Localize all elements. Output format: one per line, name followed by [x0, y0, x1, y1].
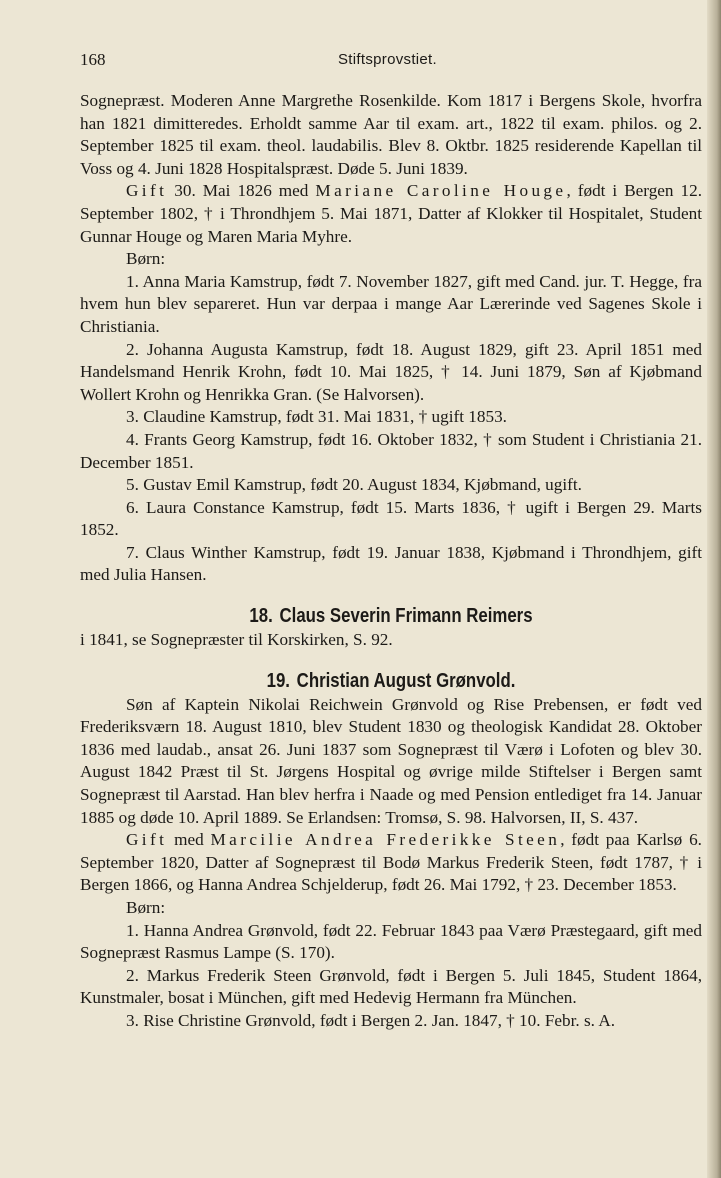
paragraph-spaced: Mariane Caroline Houge — [315, 181, 567, 201]
paragraph — [80, 248, 702, 271]
paragraph-text: Børn: — [126, 898, 166, 917]
paragraph-lead: Gift — [126, 181, 168, 201]
paragraph-text: 1. Hanna Andrea Grønvold, født 22. Februar 1843 paa Værø Præstegaard, gift med Sognepræst Rasmus Lampe (S. 170). — [80, 920, 702, 963]
section-title: Christian August Grønvold. — [296, 669, 516, 692]
paragraph — [80, 897, 702, 920]
paragraph-tail: , født paa Karlsø 6. September 1820, Datter af Sognepræst til Bodø Markus Frederik Steen, født 1787, † i Bergen 1866, og Hanna Andrea Schjelderup, født 26. Mai 1792, † 23. December 1853. — [80, 830, 702, 895]
paragraph — [80, 965, 702, 1010]
paragraph-lead: Gift — [126, 830, 168, 850]
page-header — [80, 44, 700, 74]
running-title: Stiftsprovstiet. — [338, 51, 437, 68]
paragraph — [80, 829, 702, 897]
page-body — [80, 90, 702, 1033]
paragraph — [80, 497, 702, 542]
paragraph — [80, 1010, 702, 1033]
paragraph-text: Børn: — [126, 249, 166, 269]
paragraph-tail: , født i Bergen 12. September 1802, † i Throndhjem 5. Mai 1871, Datter af Klokker til Hospitalet, Student Gunnar Houge og Maren Maria Myhre. — [80, 181, 702, 246]
section-number: 19. — [266, 669, 290, 692]
paragraph — [80, 339, 702, 407]
section-number: 18. — [249, 605, 273, 628]
section-heading — [130, 603, 652, 629]
paragraph-text: 30. Mai 1826 med — [167, 181, 316, 201]
paragraph-text: i 1841, se Sognepræster til Korskirken, S. 92. — [80, 630, 393, 650]
paragraph — [80, 429, 702, 474]
paragraph — [80, 271, 702, 339]
paragraph-text: Søn af Kaptein Nikolai Reichwein Grønvold og Rise Prebensen, er født ved Frederiksværn 18. August 1810, blev Student 1830 og theologisk Kandidat 28. Oktober 1836 med laudab., ansat 26. Juni 1837 som Sognepræst til Værø i Lofoten og blev 30. August 1842 Præst til St. Jørgens Hospital og øvrige milde Stiftelser i Bergen samt Sognepræst til Aarstad. Han blev herfra i Naade og med Pension entlediget fra 14. Januar 1885 og døde 10. April 1889. Se Erlandsen: Tromsø, S. 98. Halvorsen, II, S. 437. — [80, 694, 702, 827]
section-title: Claus Severin Frimann Reimers — [279, 605, 533, 628]
paragraph-text: Sognepræst. Moderen Anne Margrethe Rosenkilde. Kom 1817 i Bergens Skole, hvorfra han 1821 dimitteredes. Erholdt samme Aar til exam. art., 1822 til exam. philos. og 2. September 1825 til exam. theol. laudabilis. Blev 8. Oktbr. 1825 residerende Kapellan til Voss og 4. Juni 1828 Hospitalspræst. Døde 5. Juni 1839. — [80, 91, 702, 178]
paragraph-text: 7. Claus Winther Kamstrup, født 19. Januar 1838, Kjøbmand i Throndhjem, gift med Julia Hansen. — [80, 542, 702, 585]
section-heading — [130, 668, 652, 694]
page-number: 168 — [80, 50, 106, 69]
paragraph — [80, 90, 702, 180]
paragraph-spaced: Marcilie Andrea Frederikke Steen — [210, 830, 561, 850]
paragraph-text: 4. Frants Georg Kamstrup, født 16. Oktober 1832, † som Student i Christiania 21. December 1851. — [80, 429, 702, 472]
paragraph — [80, 542, 702, 587]
paragraph — [80, 694, 702, 830]
paragraph-text: 3. Rise Christine Grønvold, født i Bergen 2. Jan. 1847, † 10. Febr. s. A. — [126, 1010, 616, 1030]
paragraph-text: 1. Anna Maria Kamstrup, født 7. November 1827, gift med Cand. jur. T. Hegge, fra hvem hun blev separeret. Hun var derpaa i mange Aar Lærerinde ved Sagenes Skole i Christiania. — [80, 271, 702, 336]
paragraph — [80, 920, 702, 965]
paragraph-text: 5. Gustav Emil Kamstrup, født 20. August 1834, Kjøbmand, ugift. — [126, 475, 582, 495]
paragraph — [80, 474, 702, 497]
paragraph-text: med — [167, 830, 211, 850]
paragraph-text: 2. Johanna Augusta Kamstrup, født 18. August 1829, gift 23. April 1851 med Handelsmand Henrik Krohn, født 10. Mai 1825, † 14. Juni 1879, Søn af Kjøbmand Wollert Krohn og Henrikka Gran. (Se Halvorsen). — [80, 339, 702, 404]
paragraph-text: 6. Laura Constance Kamstrup, født 15. Marts 1836, † ugift i Bergen 29. Marts 1852. — [80, 497, 702, 540]
paragraph-text: 3. Claudine Kamstrup, født 31. Mai 1831, † ugift 1853. — [126, 407, 507, 427]
paragraph — [80, 406, 702, 429]
page-edge — [707, 0, 721, 1178]
paragraph-text: 2. Markus Frederik Steen Grønvold, født i Bergen 5. Juli 1845, Student 1864, Kunstmaler, bosat i München, gift med Hedevig Hermann fra München. — [80, 965, 702, 1008]
paragraph — [80, 629, 702, 652]
paragraph — [80, 180, 702, 248]
